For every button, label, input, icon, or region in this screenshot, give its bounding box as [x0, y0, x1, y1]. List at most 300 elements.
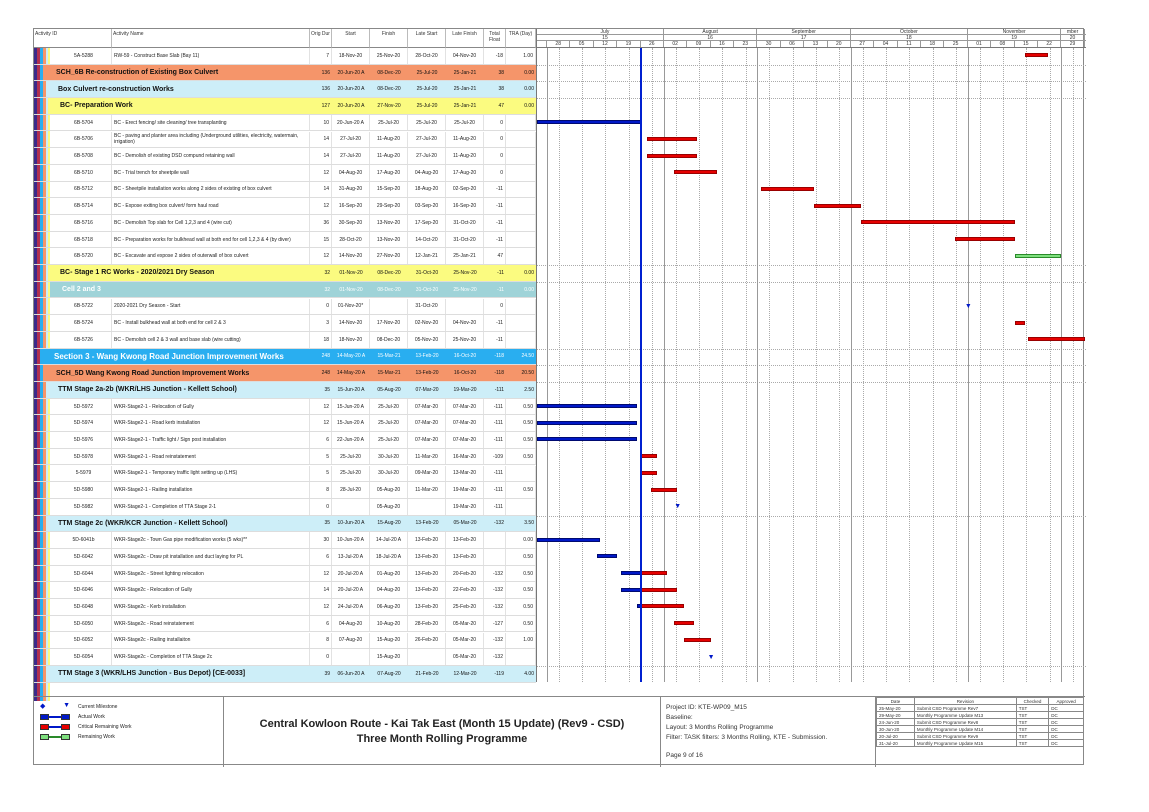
cell-finish: 15-Sep-20 [370, 182, 408, 198]
wbs-group-row[interactable] [34, 65, 536, 82]
cell-tra: 0.50 [506, 432, 536, 448]
cell-finish: 14-Jul-20 A [370, 532, 408, 548]
group-name: TTM Stage 2c (WKR/KCR Junction - Kellett School) [58, 519, 228, 527]
group-name: SCH_6B Re-construction of Existing Box Culvert [56, 69, 219, 77]
cell-name: BC - paving and planter area including (Underground utilities, electricity, watermain, irrigation) [112, 132, 310, 148]
week-label: 02 [664, 41, 687, 47]
cell-dur: 15 [310, 232, 332, 248]
critical-work-bar[interactable] [861, 220, 1015, 224]
group-name: BC- Preparation Work [60, 102, 133, 110]
week-gridline [793, 48, 794, 682]
critical-work-bar[interactable] [1025, 53, 1048, 57]
cell-tra: 0.00 [524, 69, 534, 76]
activity-row[interactable] [34, 566, 536, 583]
cell-float: -111 [484, 466, 506, 482]
critical-work-bar[interactable] [641, 471, 658, 475]
group-name: TTM Stage 3 (WKR/LHS Junction - Bus Depot) [CE-0033] [58, 670, 246, 678]
month-label: October [851, 29, 968, 34]
actual-work-bar[interactable] [537, 421, 637, 425]
revision-cell: 30-Jun-20 [877, 726, 915, 733]
cell-dur: 18 [310, 332, 332, 348]
week-label: 16 [711, 41, 734, 47]
cell-dur: 5 [310, 466, 332, 482]
cell-name: WKR-Stage2c - Completion of TTA Stage 2c [112, 649, 310, 665]
critical-work-bar[interactable] [814, 204, 861, 208]
milestone-icon[interactable]: ▼ [964, 302, 972, 310]
critical-work-bar[interactable] [641, 588, 678, 592]
cell-name: BC - Sheetpile installation works along 2 sides of existing of box culvert [112, 182, 310, 198]
cell-dur: 32 [324, 286, 330, 293]
cell-dur: 12 [310, 248, 332, 264]
cell-finish: 27-Nov-20 [377, 102, 401, 109]
week-gridline [839, 48, 840, 682]
cell-finish: 30-Jul-20 [370, 449, 408, 465]
cell-lfinish: 13-Feb-20 [446, 532, 484, 548]
cell-tra [506, 466, 536, 482]
critical-work-swatch-icon [40, 724, 70, 730]
activity-row[interactable] [34, 148, 536, 165]
wbs-group-row[interactable] [34, 81, 536, 98]
cell-id: 6B-5712 [56, 182, 112, 198]
actual-work-bar[interactable] [537, 120, 641, 124]
cell-finish: 07-Aug-20 [377, 670, 401, 677]
cell-lstart: 13-Feb-20 [408, 549, 446, 565]
cell-float: 38 [498, 69, 504, 76]
wbs-group-row[interactable] [34, 282, 536, 299]
cell-dur: 35 [324, 520, 330, 527]
activity-row[interactable] [34, 48, 536, 65]
cell-tra: 4.00 [524, 670, 534, 677]
column-header-float[interactable]: Total Float [484, 29, 506, 48]
cell-lstart: 07-Mar-20 [408, 415, 446, 431]
cell-lfinish: 07-Mar-20 [446, 432, 484, 448]
week-label: 23 [734, 41, 757, 47]
activity-row[interactable] [34, 616, 536, 633]
cell-lstart: 25-Jul-20 [408, 115, 446, 131]
cell-lstart: 11-Mar-20 [408, 482, 446, 498]
cell-start: 28-Oct-20 [332, 232, 370, 248]
cell-lstart: 09-Mar-20 [408, 466, 446, 482]
layout-name: Layout: 3 Months Rolling Programme [666, 724, 774, 731]
cell-finish: 08-Dec-20 [370, 332, 408, 348]
cell-tra [506, 248, 536, 264]
week-label: 04 [874, 41, 897, 47]
cell-lfinish: 05-Mar-20 [453, 520, 477, 527]
week-gridline [956, 48, 957, 682]
cell-float: 0 [484, 165, 506, 181]
revision-cell: 31-Jul-20 [877, 740, 915, 747]
group-name: Cell 2 and 3 [62, 286, 101, 294]
cell-lstart: 13-Feb-20 [408, 532, 446, 548]
cell-id: 5D-5980 [56, 482, 112, 498]
cell-start: 20-Jun-20 A [337, 69, 365, 76]
week-label: 20 [828, 41, 851, 47]
cell-start: 04-Aug-20 [332, 165, 370, 181]
cell-lfinish: 19-Mar-20 [453, 386, 477, 393]
cell-id: 5D-5972 [56, 399, 112, 415]
cell-name: WKR-Stage2c - Town Gas pipe modification works (5 wks)** [112, 532, 310, 548]
cell-finish: 17-Aug-20 [370, 165, 408, 181]
cell-tra: 0.50 [506, 566, 536, 582]
cell-name: BC - Erect fencing/ site cleaning/ tree transplanting [112, 115, 310, 131]
activity-row[interactable] [34, 532, 536, 549]
cell-finish: 13-Nov-20 [370, 215, 408, 231]
revision-cell: DC [1049, 712, 1084, 719]
activity-row[interactable] [34, 182, 536, 199]
week-gridline [605, 48, 606, 682]
cell-finish: 11-Aug-20 [370, 148, 408, 164]
activity-row[interactable] [34, 332, 536, 349]
critical-work-bar[interactable] [641, 604, 684, 608]
activity-row[interactable] [34, 649, 536, 666]
cell-dur: 5 [310, 449, 332, 465]
cell-dur: 127 [321, 102, 330, 109]
activity-row[interactable] [34, 399, 536, 416]
cell-start [332, 499, 370, 515]
activity-row[interactable] [34, 165, 536, 182]
cell-tra: 20.50 [521, 370, 534, 377]
critical-work-bar[interactable] [641, 454, 658, 458]
cell-finish: 17-Nov-20 [370, 315, 408, 331]
cell-start: 24-Jul-20 A [332, 599, 370, 615]
cell-lfinish: 04-Nov-20 [446, 48, 484, 64]
cell-float: -109 [484, 449, 506, 465]
column-header-name[interactable]: Activity Name [112, 29, 310, 48]
cell-name: WKR-Stage2c - Kerb installation [112, 599, 310, 615]
revision-cell: Monthly Programme Update M15 [914, 740, 1016, 747]
activity-row[interactable] [34, 549, 536, 566]
cell-float: -132 [493, 520, 504, 527]
cell-lfinish: 31-Oct-20 [446, 232, 484, 248]
cell-start: 20-Jun-20 A [337, 102, 365, 109]
cell-lstart: 25-Jul-20 [416, 69, 438, 76]
cell-lfinish: 07-Mar-20 [446, 399, 484, 415]
wbs-group-row[interactable] [34, 265, 536, 282]
cell-finish: 25-Jul-20 [370, 432, 408, 448]
actual-work-bar[interactable] [621, 588, 641, 592]
cell-dur: 10 [310, 115, 332, 131]
activity-row[interactable] [34, 132, 536, 149]
cell-name: RW-59 - Construct Base Slab (Bay 11) [112, 48, 310, 64]
cell-float: 47 [484, 248, 506, 264]
month-label: November [968, 29, 1062, 34]
cell-lfinish: 25-Jan-21 [453, 69, 477, 76]
critical-work-bar[interactable] [684, 638, 711, 642]
activity-row[interactable] [34, 215, 536, 232]
actual-work-bar[interactable] [621, 571, 641, 575]
cell-finish: 08-Dec-20 [377, 286, 401, 293]
cell-finish: 15-Aug-20 [377, 520, 401, 527]
critical-work-bar[interactable] [761, 187, 814, 191]
cell-tra [506, 182, 536, 198]
cell-lfinish: 02-Sep-20 [446, 182, 484, 198]
week-gridline [769, 48, 770, 682]
period-label: 18 [851, 35, 968, 40]
cell-start: 07-Aug-20 [332, 633, 370, 649]
legend [34, 697, 224, 767]
critical-work-bar[interactable] [674, 621, 694, 625]
legend-item-remaining [40, 733, 115, 741]
week-label: 13 [804, 41, 827, 47]
activity-row[interactable] [34, 415, 536, 432]
revision-cell: Submit CSD Programme Rev8 [914, 719, 1016, 726]
critical-work-bar[interactable] [955, 237, 1015, 241]
week-gridline [909, 48, 910, 682]
revision-cell: Monthly Programme Update M13 [914, 712, 1016, 719]
actual-work-bar[interactable] [597, 554, 617, 558]
cell-start: 04-Aug-20 [332, 616, 370, 632]
week-label: 19 [617, 41, 640, 47]
cell-lstart: 25-Jul-20 [416, 86, 438, 93]
timeline-weeks [537, 41, 1086, 48]
cell-start: 28-Jul-20 [332, 482, 370, 498]
activity-row[interactable] [34, 633, 536, 650]
cell-start: 01-Nov-20 [339, 286, 363, 293]
critical-work-bar[interactable] [641, 571, 668, 575]
wbs-group-row[interactable] [34, 382, 536, 399]
month-boundary [1061, 48, 1062, 682]
critical-work-bar[interactable] [1015, 321, 1025, 325]
cell-lstart [408, 499, 446, 515]
cell-finish: 06-Aug-20 [370, 599, 408, 615]
cell-dur: 6 [310, 549, 332, 565]
cell-lstart: 31-Oct-20 [415, 269, 439, 276]
cell-name: WKR-Stage2-1 - Traffic light / Sign post installation [112, 432, 310, 448]
cell-finish: 08-Dec-20 [377, 269, 401, 276]
cell-id: 5D-6042 [56, 549, 112, 565]
week-gridline [746, 48, 747, 682]
cell-finish: 15-Mar-21 [377, 370, 401, 377]
critical-work-bar[interactable] [651, 488, 678, 492]
week-gridline [1050, 48, 1051, 682]
cell-id: 6B-5716 [56, 215, 112, 231]
cell-lfinish: 25-Jan-21 [446, 248, 484, 264]
revision-cell: Submit CSD Programme Rev9 [914, 733, 1016, 740]
cell-finish: 30-Jul-20 [370, 466, 408, 482]
activity-row[interactable] [34, 315, 536, 332]
revision-cell: DC [1049, 705, 1084, 712]
cell-lfinish: 04-Nov-20 [446, 315, 484, 331]
activity-row[interactable] [34, 299, 536, 316]
activity-row[interactable] [34, 466, 536, 483]
cell-start: 22-Jun-20 A [332, 432, 370, 448]
actual-work-bar[interactable] [537, 538, 600, 542]
month-label: mber [1061, 29, 1084, 34]
cell-tra [506, 198, 536, 214]
cell-finish: 08-Dec-20 [377, 86, 401, 93]
week-lead-cell [537, 41, 547, 47]
cell-tra [506, 232, 536, 248]
cell-lstart: 18-Aug-20 [408, 182, 446, 198]
cell-name: WKR-Stage2-1 - Relocation of Gully [112, 399, 310, 415]
revision-cell: 24-Jun-20 [877, 719, 915, 726]
revision-cell: 25-May-20 [877, 705, 915, 712]
column-header-id[interactable]: Activity ID [34, 29, 112, 48]
activity-row[interactable] [34, 198, 536, 215]
week-label: 25 [944, 41, 967, 47]
legend-label: Critical Remaining Work [78, 724, 132, 730]
column-header-dur[interactable]: Orig Dur [310, 29, 332, 48]
cell-dur: 14 [310, 132, 332, 148]
cell-tra: 0.00 [506, 532, 536, 548]
cell-name: WKR-Stage2c - Draw pit installation and duct laying for PL [112, 549, 310, 565]
cell-dur: 14 [310, 148, 332, 164]
actual-work-bar[interactable] [537, 404, 637, 408]
cell-lstart: 27-Jul-20 [408, 132, 446, 148]
cell-dur: 0 [310, 499, 332, 515]
column-header-lfinish[interactable]: Late Finish [446, 29, 484, 48]
cell-tra [506, 499, 536, 515]
activity-row[interactable] [34, 599, 536, 616]
cell-name: WKR-Stage2-1 - Temporary traffic light setting up (LHS) [112, 466, 310, 482]
cell-finish: 15-Aug-20 [370, 633, 408, 649]
data-date-line [640, 48, 642, 682]
column-header-lstart[interactable]: Late Start [408, 29, 446, 48]
cell-lfinish: 16-Mar-20 [446, 449, 484, 465]
cell-float: -111 [484, 482, 506, 498]
cell-id: 6B-5710 [56, 165, 112, 181]
cell-lstart: 28-Feb-20 [408, 616, 446, 632]
week-label: 06 [781, 41, 804, 47]
activity-row[interactable] [34, 582, 536, 599]
cell-lfinish: 25-Feb-20 [446, 599, 484, 615]
revision-cell: TST [1016, 719, 1049, 726]
wbs-group-row[interactable] [34, 666, 536, 683]
legend-label: Current Milestone [78, 704, 118, 710]
activity-row[interactable] [34, 432, 536, 449]
cell-finish: 15-Aug-20 [370, 649, 408, 665]
cell-float: -111 [484, 432, 506, 448]
cell-start: 16-Sep-20 [332, 198, 370, 214]
cell-name: BC - Install bulkhead wall at both end for cell 2 & 3 [112, 315, 310, 331]
activity-row[interactable] [34, 115, 536, 132]
revision-cell: Monthly Programme Update M14 [914, 726, 1016, 733]
cell-finish: 05-Aug-20 [370, 482, 408, 498]
cell-id: 5D-6044 [56, 566, 112, 582]
cell-lfinish: 05-Mar-20 [446, 649, 484, 665]
cell-tra: 3.50 [524, 520, 534, 527]
month-label: September [757, 29, 851, 34]
cell-name: WKR-Stage2-1 - Road reinstatement [112, 449, 310, 465]
cell-float [484, 532, 506, 548]
cell-dur: 12 [310, 566, 332, 582]
group-name: BC- Stage 1 RC Works - 2020/2021 Dry Season [60, 269, 215, 277]
cell-id: 5D-6050 [56, 616, 112, 632]
milestone-icon[interactable]: ▼ [707, 653, 715, 661]
cell-tra: 0.00 [524, 102, 534, 109]
cell-start [332, 649, 370, 665]
wbs-group-row[interactable] [34, 349, 536, 366]
cell-lstart: 21-Feb-20 [415, 670, 439, 677]
critical-work-bar[interactable] [1028, 337, 1085, 341]
column-header-finish[interactable]: Finish [370, 29, 408, 48]
activity-row[interactable] [34, 499, 536, 516]
cell-tra: 0.50 [506, 582, 536, 598]
cell-lstart: 13-Feb-20 [415, 520, 439, 527]
wbs-group-row[interactable] [34, 98, 536, 115]
activity-row[interactable] [34, 232, 536, 249]
wbs-group-row[interactable] [34, 365, 536, 382]
cell-finish: 11-Aug-20 [370, 132, 408, 148]
cell-lfinish [446, 299, 484, 315]
revision-row [877, 726, 1084, 733]
cell-lfinish: 16-Sep-20 [446, 198, 484, 214]
cell-dur: 6 [310, 616, 332, 632]
activity-row[interactable] [34, 248, 536, 265]
revision-cell: DC [1049, 719, 1084, 726]
cell-id: 6B-5726 [56, 332, 112, 348]
activity-row[interactable] [34, 449, 536, 466]
revision-cell: TST [1016, 726, 1049, 733]
cell-lstart: 31-Oct-20 [415, 286, 439, 293]
cell-lfinish: 05-Mar-20 [446, 616, 484, 632]
cell-float: -11 [484, 232, 506, 248]
actual-work-swatch-icon [40, 714, 70, 720]
page-number: Page 9 of 16 [666, 752, 703, 759]
cell-float: 0 [484, 132, 506, 148]
cell-name: WKR-Stage2-1 - Completion of TTA Stage 2-1 [112, 499, 310, 515]
week-gridline [933, 48, 934, 682]
cell-id: 6B-5706 [56, 132, 112, 148]
cell-tra: 0.50 [506, 482, 536, 498]
cell-id: 6B-5718 [56, 232, 112, 248]
actual-work-bar[interactable] [537, 437, 637, 441]
revision-table-box [875, 697, 1085, 767]
cell-dur: 7 [310, 48, 332, 64]
column-header-start[interactable]: Start [332, 29, 370, 48]
activity-row[interactable] [34, 482, 536, 499]
remaining-work-bar[interactable] [1015, 254, 1062, 258]
wbs-group-row[interactable] [34, 516, 536, 533]
cell-float: 0 [484, 148, 506, 164]
milestone-icon[interactable]: ▼ [674, 503, 682, 511]
week-gridline [722, 48, 723, 682]
cell-float: -132 [484, 599, 506, 615]
cell-finish: 25-Jul-20 [370, 115, 408, 131]
week-label: 30 [757, 41, 780, 47]
cell-name: WKR-Stage2c - Street lighting relocation [112, 566, 310, 582]
critical-work-bar[interactable] [647, 137, 697, 141]
cell-finish: 05-Aug-20 [370, 499, 408, 515]
critical-work-bar[interactable] [647, 154, 697, 158]
cell-start: 20-Jun-20 A [332, 115, 370, 131]
cell-tra: 0.50 [506, 399, 536, 415]
cell-lstart: 27-Jul-20 [408, 148, 446, 164]
legend-label: Actual Work [78, 714, 105, 720]
cell-float: -11 [497, 286, 504, 293]
cell-float: 38 [498, 86, 504, 93]
baseline: Baseline: [666, 714, 693, 721]
cell-tra [506, 148, 536, 164]
column-header-tra[interactable]: TRA (Day) [506, 29, 536, 48]
week-label: 01 [968, 41, 991, 47]
cell-lstart: 14-Oct-20 [408, 232, 446, 248]
critical-work-bar[interactable] [674, 170, 717, 174]
cell-tra: 0.50 [506, 449, 536, 465]
cell-dur: 36 [310, 215, 332, 231]
period-label: 20 [1061, 35, 1084, 40]
cell-id: 5D-5974 [56, 415, 112, 431]
cell-id: 6B-5722 [56, 299, 112, 315]
cell-finish: 18-Jul-20 A [370, 549, 408, 565]
remaining-work-swatch-icon [40, 734, 70, 740]
cell-finish: 29-Sep-20 [370, 198, 408, 214]
cell-dur: 12 [310, 165, 332, 181]
week-gridline [1026, 48, 1027, 682]
cell-float: -119 [494, 670, 504, 677]
cell-start: 15-Jun-20 A [332, 415, 370, 431]
revision-cell: TST [1016, 705, 1049, 712]
